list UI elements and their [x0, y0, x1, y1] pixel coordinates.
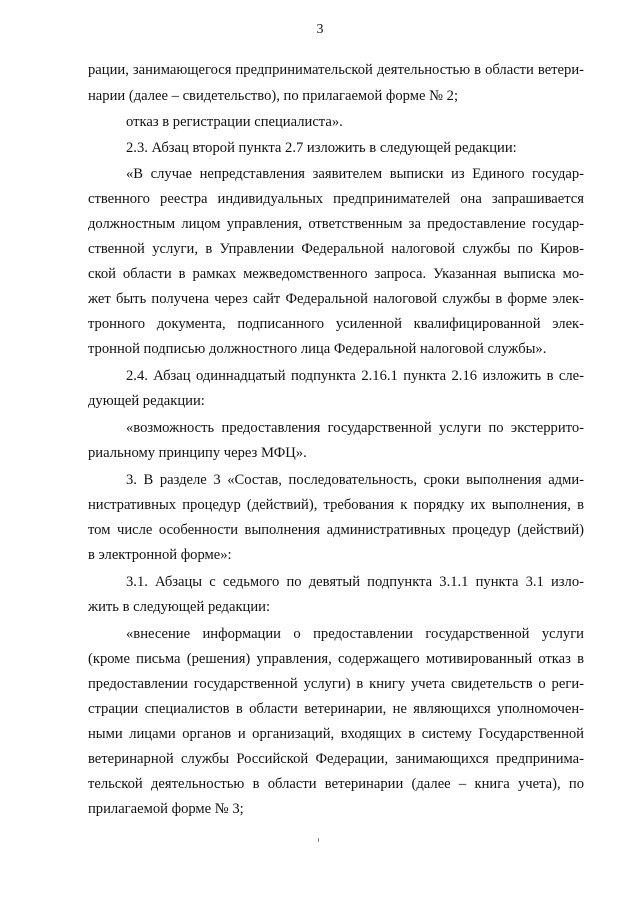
text-line: должностным лицом управления, ответственным за предоставление государ- — [88, 216, 584, 232]
text-line: (кроме письма (решения) управления, содержащего мотивированный отказ в — [88, 651, 584, 667]
text-line: рации, занимающегося предпринимательской деятельностью в области ветери- — [88, 62, 584, 78]
text-line: ственной услуги, в Управлении Федеральной налоговой службы по Киров- — [88, 241, 584, 257]
text-line: 3.1. Абзацы с седьмого по девятый подпункта 3.1.1 пункта 3.1 изло- — [126, 574, 584, 590]
text-line: тронного документа, подписанного усиленной квалифицированной элек- — [88, 316, 584, 332]
text-line: прилагаемой форме № 3; — [88, 801, 244, 817]
text-line: нарии (далее – свидетельство), по прилагаемой форме № 2; — [88, 88, 459, 104]
text-line: ветеринарной службы Российской Федерации, занимающихся предпринима- — [88, 751, 584, 767]
text-line: жет быть получена через сайт Федеральной налоговой службы в форме элек- — [88, 291, 584, 307]
text-line: «В случае непредставления заявителем выписки из Единого государ- — [126, 166, 584, 182]
text-line: нистративных процедур (действий), требования к порядку их выполнения, в — [88, 497, 584, 513]
text-line: отказ в регистрации специалиста». — [126, 114, 343, 130]
text-line: риальному принципу через МФЦ». — [88, 445, 307, 461]
text-line: тронной подписью должностного лица Федеральной налоговой службы». — [88, 341, 547, 357]
text-line: ской области в рамках межведомственного запроса. Указанная выписка мо- — [88, 266, 584, 282]
text-line: «возможность предоставления государственной услуги по экстеррито- — [126, 420, 584, 436]
text-line: том числе особенности выполнения административных процедур (действий) — [88, 522, 584, 538]
text-line: 3. В разделе 3 «Состав, последовательность, сроки выполнения адми- — [126, 472, 584, 488]
text-line: предоставлении государственной услуги) в книгу учета свидетельств о реги- — [88, 676, 584, 692]
text-line: ными лицами органов и организаций, входящих в систему Государственной — [88, 726, 584, 742]
page-number: 3 — [316, 22, 324, 37]
text-line: в электронной форме»: — [88, 547, 232, 563]
text-line: жить в следующей редакции: — [88, 599, 271, 615]
text-line: 2.3. Абзац второй пункта 2.7 изложить в следующей редакции: — [126, 140, 517, 156]
scan-speck — [318, 838, 319, 842]
text-line: 2.4. Абзац одиннадцатый подпункта 2.16.1 пункта 2.16 изложить в сле- — [126, 368, 584, 384]
text-line: ственного реестра индивидуальных предпринимателей она запрашивается — [88, 191, 584, 207]
text-line: страции специалистов в области ветеринарии, не являющихся уполномочен- — [88, 701, 584, 717]
text-line: дующей редакции: — [88, 393, 205, 409]
text-line: «внесение информации о предоставлении государственной услуги — [126, 626, 584, 642]
text-line: тельской деятельностью в области ветеринарии (далее – книга учета), по — [88, 776, 584, 792]
